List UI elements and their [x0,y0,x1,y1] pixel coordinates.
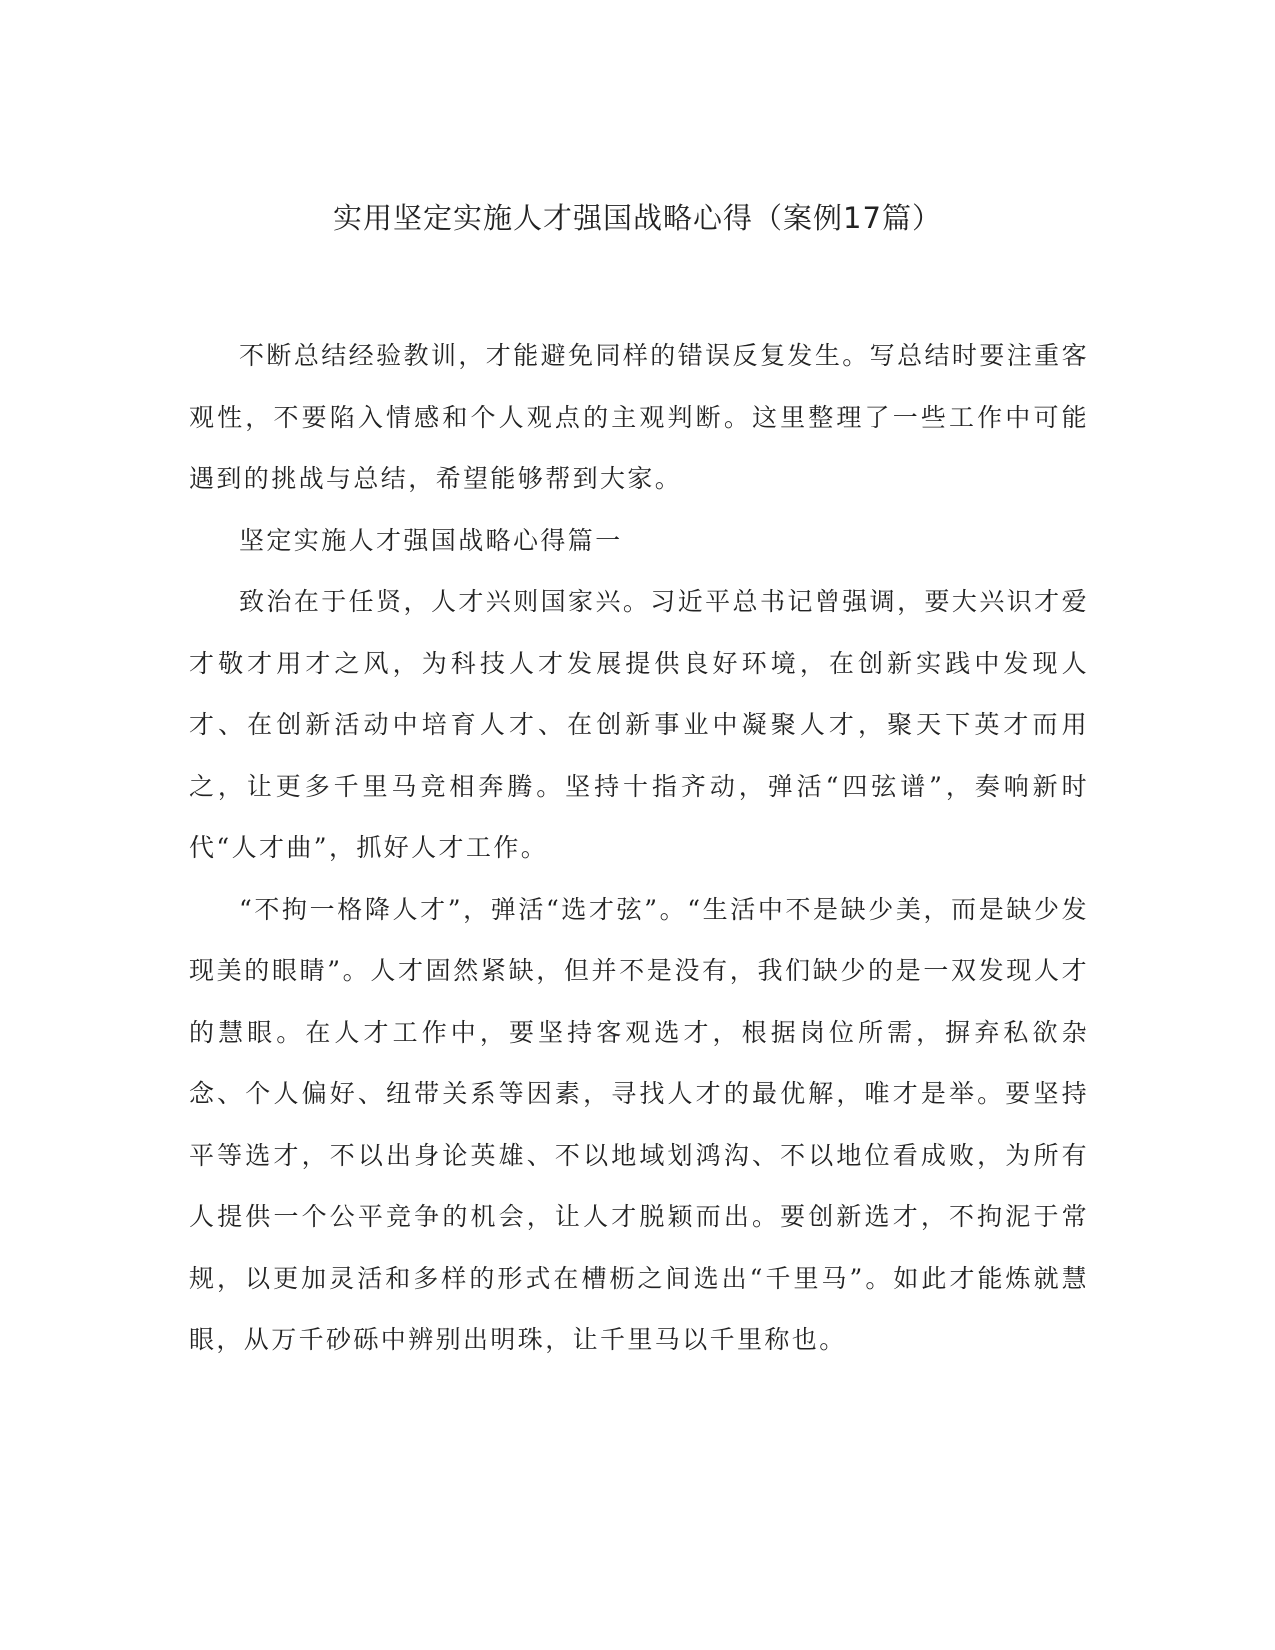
body-paragraph: “不拘一格降人才”，弹活“选才弦”。“生活中不是缺少美，而是缺少发现美的眼睛”。人才固然紧缺，但并不是没有，我们缺少的是一双发现人才的慧眼。在人才工作中，要坚持客观选才，根据岗位所需，摒弃私欲杂念、个人偏好、纽带关系等因素，寻找人才的最优解，唯才是举。要坚持平等选才，不以出身论英雄、不以地域划鸿沟、不以地位看成败，为所有人提供一个公平竞争的机会，让人才脱颖而出。要创新选才，不拘泥于常规，以更加灵活和多样的形式在槽枥之间选出“千里马”。如此才能炼就慧眼，从万千砂砾中辨别出明珠，让千里马以千里称也。 [189,894,1089,1354]
document-body [189,325,1089,1371]
document-title: 实用坚定实施人才强国战略心得（案例17篇） [333,201,942,235]
intro-paragraph: 不断总结经验教训，才能避免同样的错误反复发生。写总结时要注重客观性，不要陷入情感和个人观点的主观判断。这里整理了一些工作中可能遇到的挑战与总结，希望能够帮到大家。 [189,341,1089,493]
body-paragraph: 致治在于任贤，人才兴则国家兴。习近平总书记曾强调，要大兴识才爱才敬才用才之风，为科技人才发展提供良好环境，在创新实践中发现人才、在创新活动中培育人才、在创新事业中凝聚人才，聚天下英才而用之，让更多千里马竞相奔腾。坚持十指齐动，弹活“四弦谱”，奏响新时代“人才曲”，抓好人才工作。 [189,587,1089,862]
section-heading: 坚定实施人才强国战略心得篇一 [239,525,623,555]
